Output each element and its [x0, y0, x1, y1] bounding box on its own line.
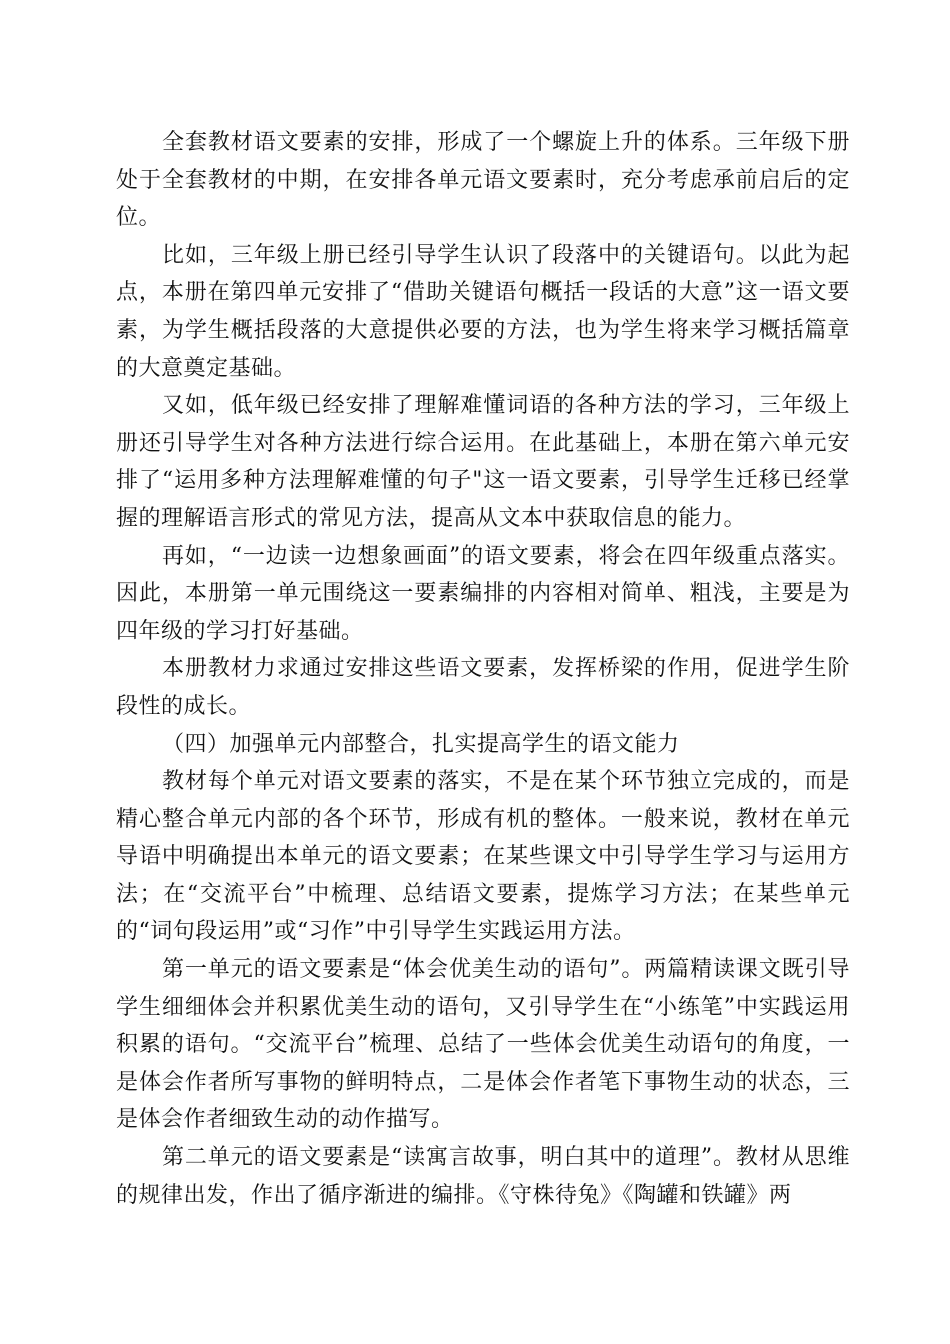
paragraph-example-unit-four: 比如，三年级上册已经引导学生认识了段落中的关键语句。以此为起点，本册在第四单元安排了“借助关键语句概括一段话的大意”这一语文要素，为学生概括段落的大意提供必要的方法，也为学生将来学习概括篇章的大意奠定基础。 [116, 242, 850, 381]
paragraph-example-unit-six: 又如，低年级已经安排了理解难懂词语的各种方法的学习，三年级上册还引导学生对各种方法进行综合运用。在此基础上，本册在第六单元安排了“运用多种方法理解难懂的句子"这一语文要素，引导学生迁移已经掌握的理解语言形式的常见方法，提高从文本中获取信息的能力。 [116, 393, 850, 531]
document-body [116, 124, 850, 1214]
paragraph-example-unit-one: 再如，“一边读一边想象画面”的语文要素，将会在四年级重点落实。因此，本册第一单元围绕这一要素编排的内容相对简单、粗浅，主要是为四年级的学习打好基础。 [116, 543, 850, 644]
paragraph-spiral-system: 全套教材语文要素的安排，形成了一个螺旋上升的体系。三年级下册处于全套教材的中期，在安排各单元语文要素时，充分考虑承前启后的定位。 [116, 130, 850, 231]
paragraph-second-unit: 第二单元的语文要素是“读寓言故事，明白其中的道理”。教材从思维的规律出发，作出了循序渐进的编排。《守株待兔》《陶罐和铁罐》两 [116, 1145, 850, 1208]
paragraph-unit-integration: 教材每个单元对语文要素的落实，不是在某个环节独立完成的，而是精心整合单元内部的各个环节，形成有机的整体。一般来说，教材在单元导语中明确提出本单元的语文要素；在某些课文中引导学生学习与运用方法；在“交流平台”中梳理、总结语文要素，提炼学习方法；在某些单元的“词句段运用”或“习作”中引导学生实践运用方法。 [116, 769, 850, 945]
paragraph-bridge-role: 本册教材力求通过安排这些语文要素，发挥桥梁的作用，促进学生阶段性的成长。 [116, 656, 850, 719]
section-heading: （四）加强单元内部整合，扎实提高学生的语文能力 [162, 731, 680, 757]
paragraph-first-unit: 第一单元的语文要素是“体会优美生动的语句”。两篇精读课文既引导学生细细体会并积累优美生动的语句，又引导学生在“小练笔”中实践运用积累的语句。“交流平台”梳理、总结了一些体会优美生动语句的角度，一是体会作者所写事物的鲜明特点，二是体会作者笔下事物生动的状态，三是体会作者细致生动的动作描写。 [116, 957, 850, 1133]
